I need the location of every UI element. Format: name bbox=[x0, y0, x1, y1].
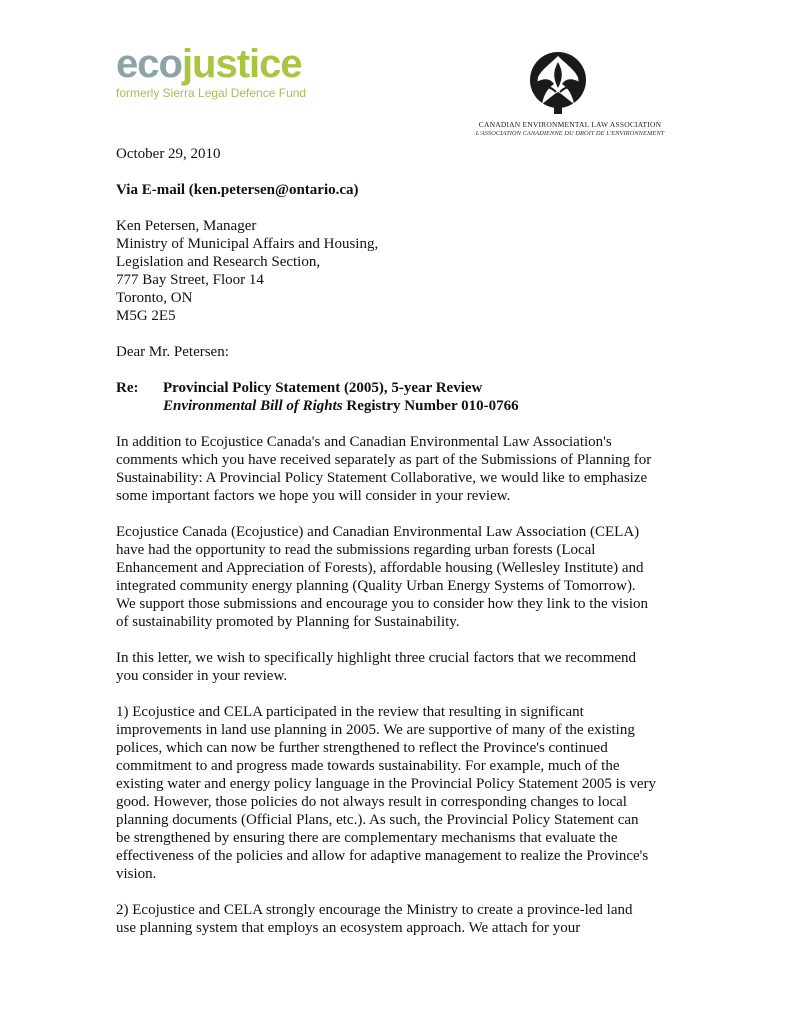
cela-logo bbox=[466, 44, 666, 144]
paragraph-line: have had the opportunity to read the submissions regarding urban forests (Local bbox=[116, 542, 596, 558]
address-line: Toronto, ON bbox=[116, 290, 193, 306]
paragraph bbox=[116, 649, 676, 685]
paragraph-line: use planning system that employs an ecosystem approach. We attach for your bbox=[116, 920, 581, 936]
address-line: Legislation and Research Section, bbox=[116, 254, 321, 270]
paragraph-line: be strengthened by ensuring there are complementary mechanisms that evaluate the bbox=[116, 830, 618, 846]
ecojustice-subtitle: formerly Sierra Legal Defence Fund bbox=[116, 86, 307, 100]
re-line-2-italic: Environmental Bill of Rights bbox=[163, 398, 343, 414]
address-line: M5G 2E5 bbox=[116, 308, 176, 324]
address-line: Ministry of Municipal Affairs and Housing, bbox=[116, 236, 379, 252]
paragraph-line: you consider in your review. bbox=[116, 668, 288, 684]
paragraph-line: existing water and energy policy language in the Provincial Policy Statement 2005 is very bbox=[116, 776, 657, 792]
paragraph-line: comments which you have received separately as part of the Submissions of Planning for bbox=[116, 452, 652, 468]
address-line: Ken Petersen, Manager bbox=[116, 218, 257, 234]
ecojustice-word-justice: justice bbox=[181, 42, 302, 86]
salutation: Dear Mr. Petersen: bbox=[116, 344, 229, 360]
re-line-1: Provincial Policy Statement (2005), 5-year Review bbox=[163, 380, 483, 396]
paragraph bbox=[116, 433, 676, 505]
paragraph bbox=[116, 901, 676, 937]
paragraph-line: good. However, those policies do not always result in corresponding changes to local bbox=[116, 794, 627, 810]
paragraph-line: improvements in land use planning in 2005. We are supportive of many of the existing bbox=[116, 722, 635, 738]
paragraph-line: Ecojustice Canada (Ecojustice) and Canadian Environmental Law Association (CELA) bbox=[116, 524, 640, 540]
paragraph bbox=[116, 703, 676, 883]
paragraph-line: integrated community energy planning (Quality Urban Energy Systems of Tomorrow). bbox=[116, 578, 636, 594]
paragraph-line: We support those submissions and encourage you to consider how they link to the vision bbox=[116, 596, 649, 612]
paragraph-line: 1) Ecojustice and CELA participated in the review that resulting in significant bbox=[116, 704, 584, 720]
ecojustice-word-eco: eco bbox=[116, 42, 182, 86]
re-label: Re: bbox=[116, 380, 139, 396]
paragraph-line: vision. bbox=[116, 866, 157, 882]
letter-date: October 29, 2010 bbox=[116, 146, 221, 162]
letter-body bbox=[116, 145, 676, 937]
paragraph-line: 2) Ecojustice and CELA strongly encourage the Ministry to create a province-led land bbox=[116, 902, 633, 918]
ecojustice-logo bbox=[116, 44, 316, 100]
paragraph-line: Enhancement and Appreciation of Forests), affordable housing (Wellesley Institute) and bbox=[116, 560, 644, 576]
re-line-2-rest: Registry Number 010-0766 bbox=[342, 398, 519, 414]
subject-line bbox=[116, 379, 676, 415]
paragraph-line: In addition to Ecojustice Canada's and Canadian Environmental Law Association's bbox=[116, 434, 612, 450]
cela-name: CANADIAN ENVIRONMENTAL LAW ASSOCIATION bbox=[478, 120, 662, 129]
recipient-address bbox=[116, 217, 676, 325]
paragraph-line: polices, which can now be further strengthened to reflect the Province's continued bbox=[116, 740, 608, 756]
address-line: 777 Bay Street, Floor 14 bbox=[116, 272, 264, 288]
paragraph-line: commitment to and progress made towards sustainability. For example, much of the bbox=[116, 758, 620, 774]
paragraph-line: of sustainability promoted by Planning for Sustainability. bbox=[116, 614, 460, 630]
re-line-2 bbox=[163, 397, 519, 415]
paragraph-line: some important factors we hope you will consider in your review. bbox=[116, 488, 511, 504]
paragraph bbox=[116, 523, 676, 631]
re-text bbox=[163, 379, 519, 415]
tree-emblem-icon bbox=[518, 48, 598, 118]
paragraph-line: planning documents (Official Plans, etc.). As such, the Provincial Policy Statement can bbox=[116, 812, 639, 828]
paragraph-line: Sustainability: A Provincial Policy Statement Collaborative, we would like to emphasize bbox=[116, 470, 648, 486]
via-email: Via E-mail (ken.petersen@ontario.ca) bbox=[116, 182, 359, 198]
paragraph-line: effectiveness of the policies and allow for adaptive management to realize the Province's bbox=[116, 848, 649, 864]
ecojustice-wordmark bbox=[116, 44, 316, 84]
paragraph-line: In this letter, we wish to specifically highlight three crucial factors that we recommend bbox=[116, 650, 637, 666]
cela-name-fr: L'ASSOCIATION CANADIENNE DU DROIT DE L'ENVIRONNEMENT bbox=[475, 130, 665, 137]
